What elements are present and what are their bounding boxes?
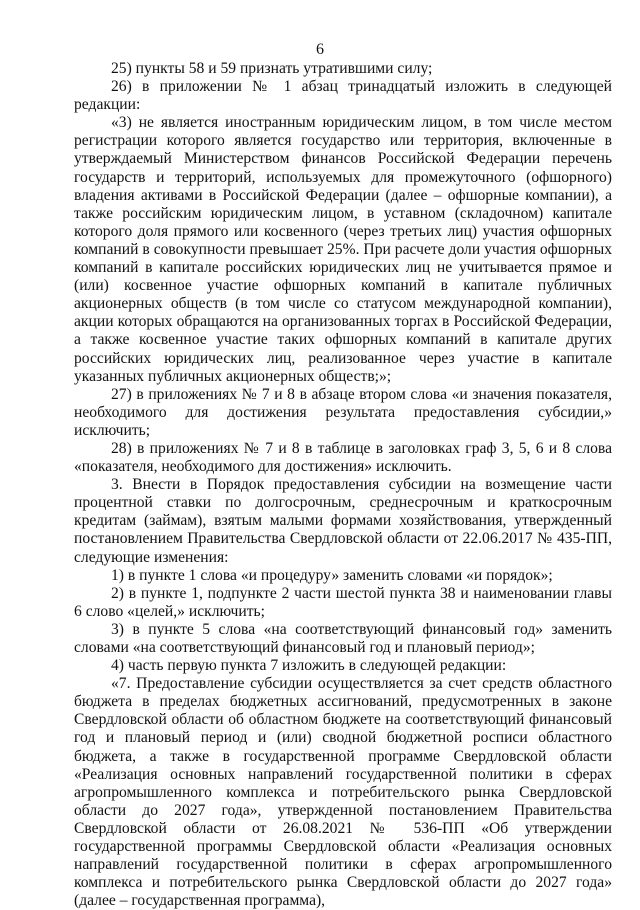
paragraph-change-4: 4) часть первую пункта 7 изложить в следующей редакции: bbox=[111, 657, 507, 675]
paragraph-item-26: 26) в приложении № 1 абзац тринадцатый изложить в следующей редакции: bbox=[74, 78, 612, 114]
paragraph-offshore-clause: «3) не является иностранным юридическим лицом, в том числе местом регистрации которого является государство или территория, включенные в утверждаемый Министерством финансов Российской Федерации перечень государств и территорий, используемых для промежуточного (офшорного) владения активами в Российской Федерации (далее – офшорные компании), а также российским юридическим лицом, в уставном (складочном) капитале которого доля прямого или косвенного (через третьих лиц) участия офшорных компаний в совокупности превышает 25%. При расчете доли участия офшорных компаний в капитале российских юридических лиц не учитывается прямое и (или) косвенное участие офшорных компаний в капитале публичных акционерных обществ (в том числе со статусом международной компании), акции которых обращаются на организованных торгах в Российской Федерации, а также косвенное участие таких офшорных компаний в капитале других российских юридических лиц, реализованное через участие в капитале указанных публичных акционерных обществ;»; bbox=[74, 114, 612, 385]
paragraph-section-3: 3. Внести в Порядок предоставления субсидии на возмещение части процентной ставки по долгосрочным, среднесрочным и краткосрочным кредитам (займам), взятым малыми формами хозяйствования, утвержденный постановлением Правительства Свердловской области от 22.06.2017 № 435-ПП, следующие изменения: bbox=[74, 476, 612, 566]
paragraph-item-25: 25) пункты 58 и 59 признать утратившими силу; bbox=[111, 60, 433, 77]
paragraph-change-3: 3) в пункте 5 слова «на соответствующий финансовый год» заменить словами «на соответствующий финансовый год и плановый период»; bbox=[74, 620, 612, 656]
paragraph-clause-7: «7. Предоставление субсидии осуществляется за счет средств областного бюджета в пределах бюджетных ассигнований, предусмотренных в законе Свердловской области об областном бюджете на соответствующий финансовый год и плановый период и (или) сводной бюджетной росписи областного бюджета, а также в государственной программе Свердловской области «Реализация основных направлений государственной политики в сферах агропромышленного комплекса и потребительского рынка Свердловской области до 2027 года», утвержденной постановлением Правительства Свердловской области от 26.08.2021 № 536-ПП «Об утверждении государственной программы Свердловской области «Реализация основных направлений государственной политики в сферах агропромышленного комплекса и потребительского рынка Свердловской области до 2027 года» (далее – государственная программа), bbox=[74, 675, 612, 910]
document-body bbox=[74, 60, 612, 910]
paragraph-item-28: 28) в приложениях № 7 и 8 в таблице в заголовках граф 3, 5, 6 и 8 слова «показателя, необходимого для достижения» исключить. bbox=[74, 439, 612, 476]
paragraph-change-2: 2) в пункте 1, подпункте 2 части шестой пункта 38 и наименовании главы 6 слово «целей,» исключить; bbox=[74, 584, 612, 620]
paragraph-change-1: 1) в пункте 1 слова «и процедуру» заменить словами «и порядок»; bbox=[111, 566, 553, 584]
page-number: 6 bbox=[316, 41, 324, 58]
paragraph-item-27: 27) в приложениях № 7 и 8 в абзаце втором слова «и значения показателя, необходимого для достижения результата предоставления субсидии,» исключить; bbox=[74, 385, 612, 439]
